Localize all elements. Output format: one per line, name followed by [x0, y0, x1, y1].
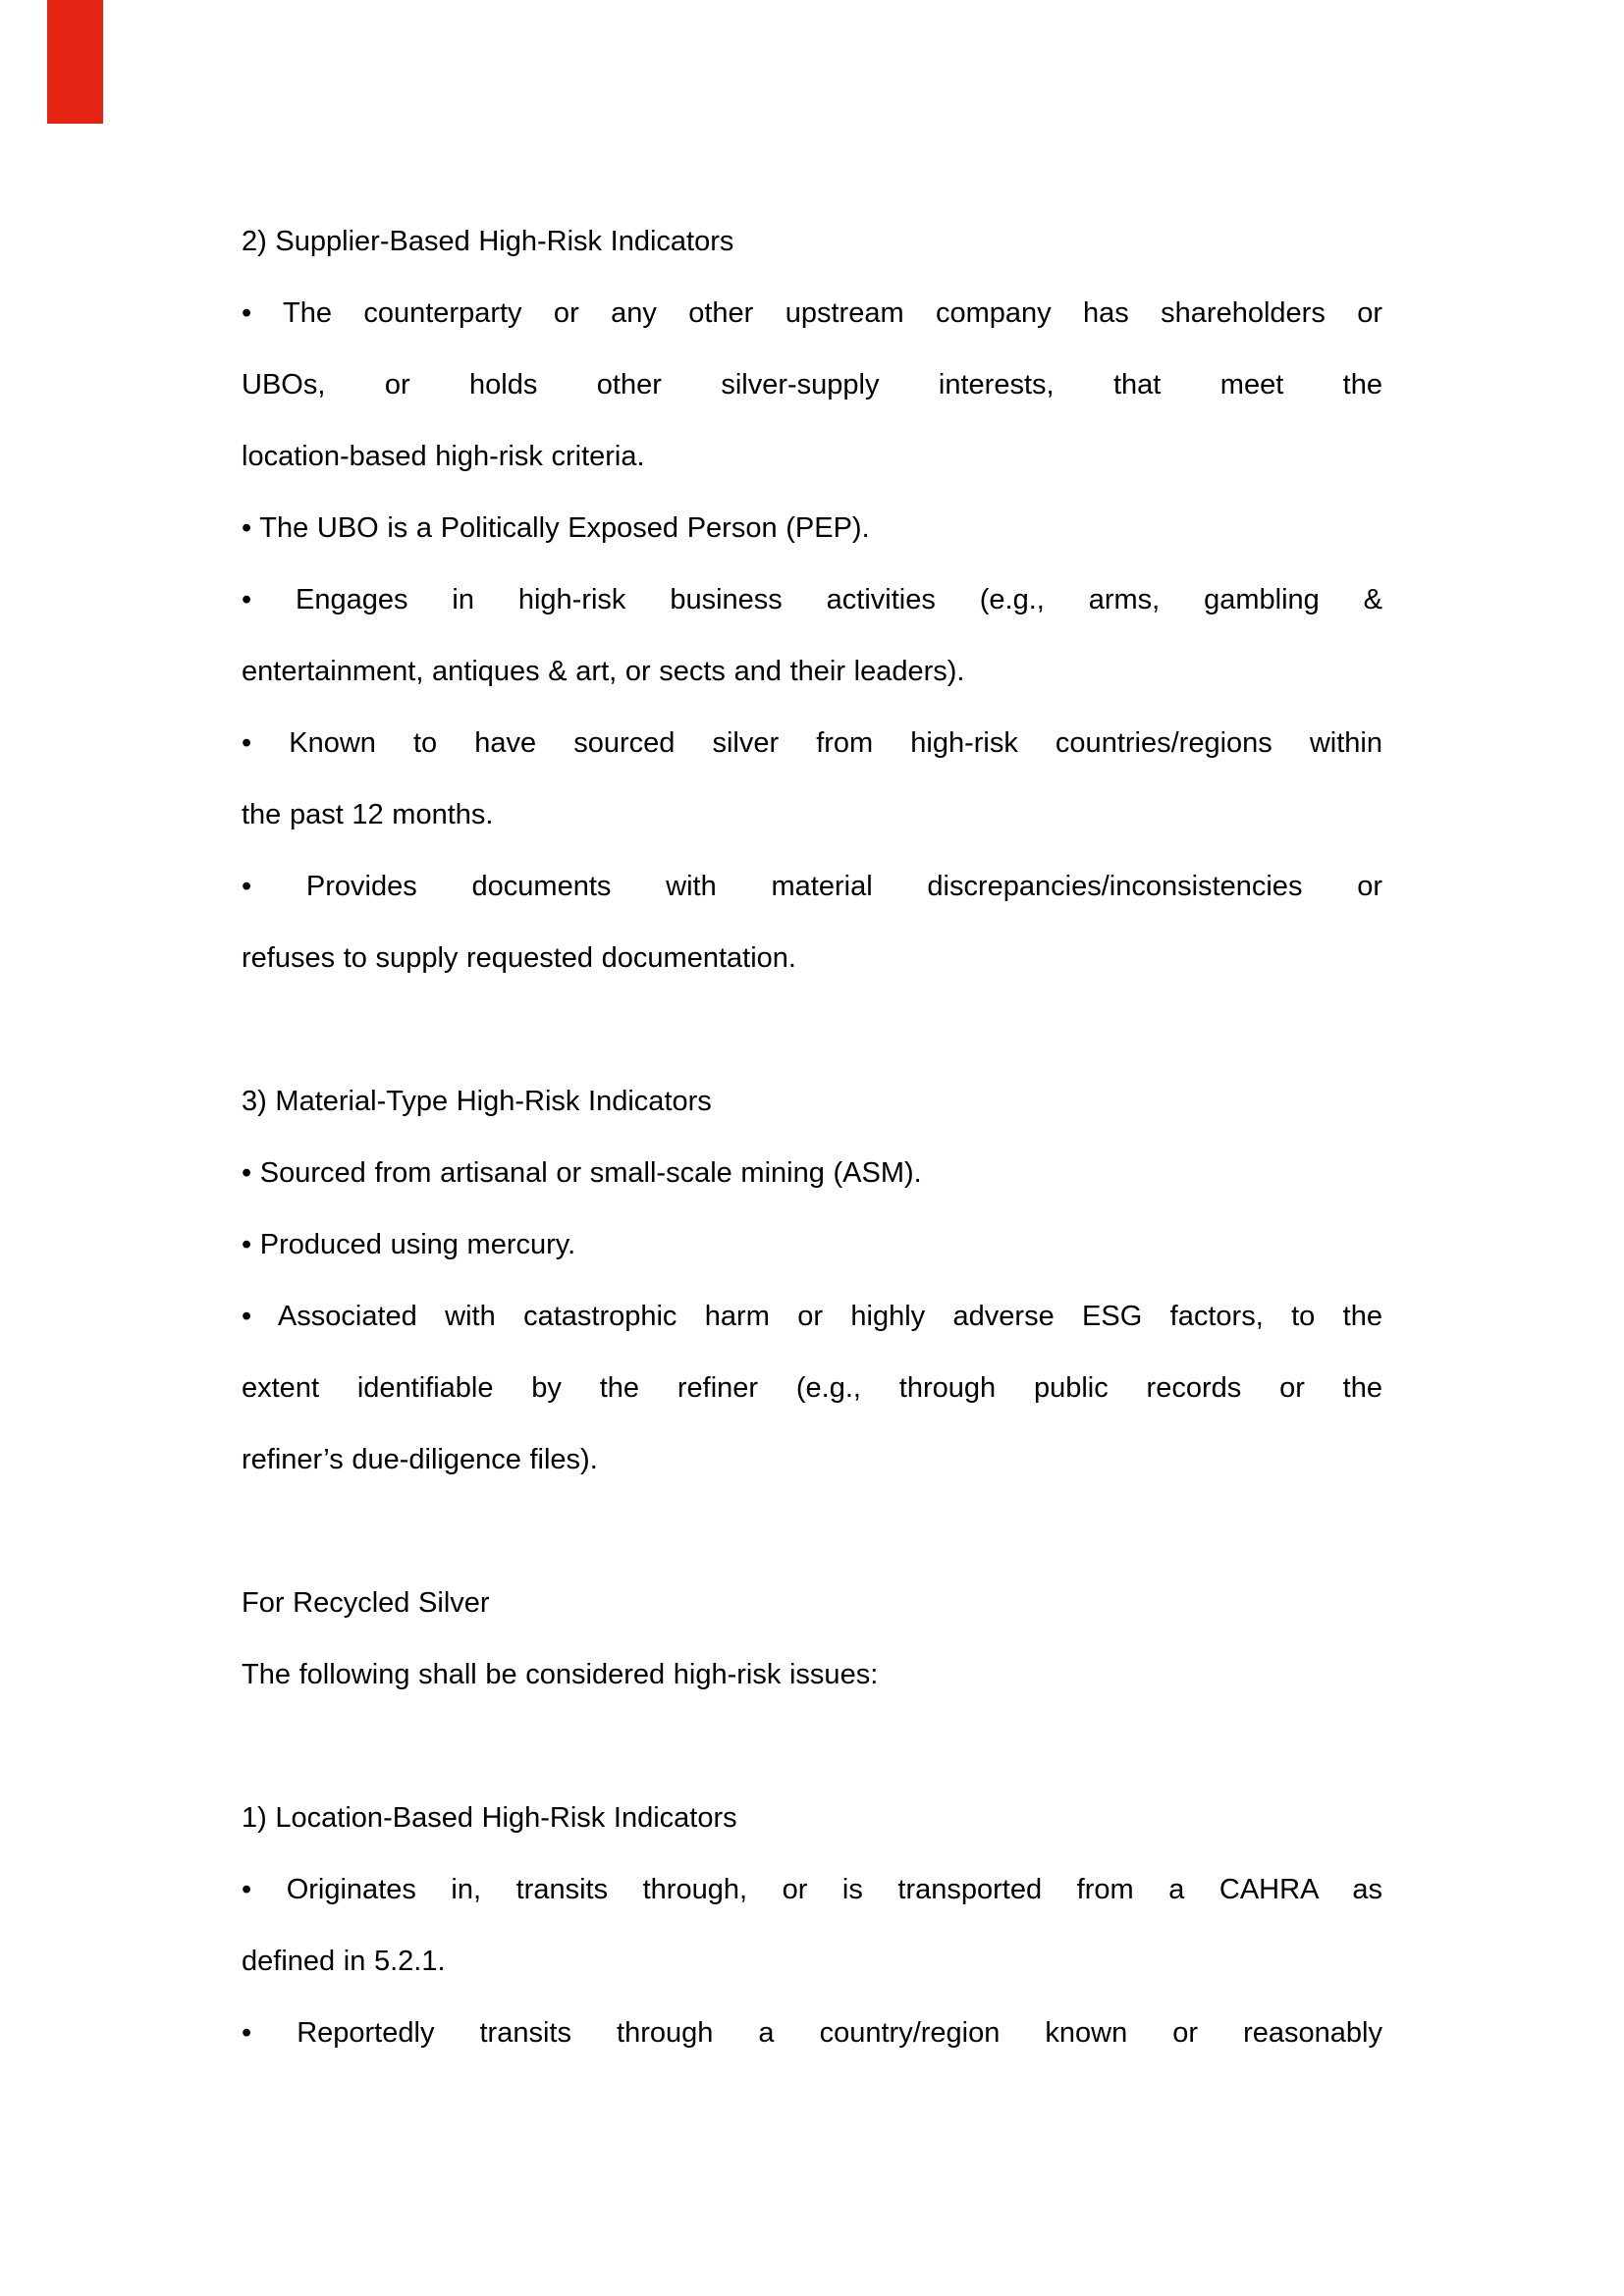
document-body [242, 206, 1382, 2069]
red-corner-mark [47, 0, 103, 124]
text-line: entertainment, antiques & art, or sects and their leaders). [242, 656, 965, 687]
section-heading: 1) Location-Based High-Risk Indicators [242, 1802, 737, 1834]
text-line: defined in 5.2.1. [242, 1946, 446, 1977]
text-line: • Produced using mercury. [242, 1229, 576, 1260]
text-line: • Reportedly transits through a country/region known or reasonably [242, 2017, 1382, 2049]
text-line: The following shall be considered high-risk issues: [242, 1659, 879, 1690]
text-line: • Known to have sourced silver from high-risk countries/regions within [242, 727, 1382, 759]
text-line: • Originates in, transits through, or is transported from a CAHRA as [242, 1874, 1382, 1905]
text-line: • Engages in high-risk business activities (e.g., arms, gambling & [242, 584, 1382, 615]
text-line: • The counterparty or any other upstream company has shareholders or [242, 297, 1382, 329]
text-line: • The UBO is a Politically Exposed Person (PEP). [242, 512, 870, 544]
text-line: • Provides documents with material discrepancies/inconsistencies or [242, 871, 1382, 902]
text-line: • Sourced from artisanal or small-scale mining (ASM). [242, 1157, 922, 1189]
text-line: refiner’s due-diligence files). [242, 1444, 598, 1475]
text-line: refuses to supply requested documentation. [242, 942, 796, 974]
section-heading: 2) Supplier-Based High-Risk Indicators [242, 226, 734, 257]
text-line: the past 12 months. [242, 799, 494, 830]
text-line: • Associated with catastrophic harm or highly adverse ESG factors, to the [242, 1301, 1382, 1332]
text-line: extent identifiable by the refiner (e.g., through public records or the [242, 1372, 1382, 1404]
text-line: UBOs, or holds other silver-supply interests, that meet the [242, 369, 1382, 400]
section-heading: For Recycled Silver [242, 1587, 490, 1619]
section-heading: 3) Material-Type High-Risk Indicators [242, 1086, 712, 1117]
text-line: location-based high-risk criteria. [242, 441, 645, 472]
